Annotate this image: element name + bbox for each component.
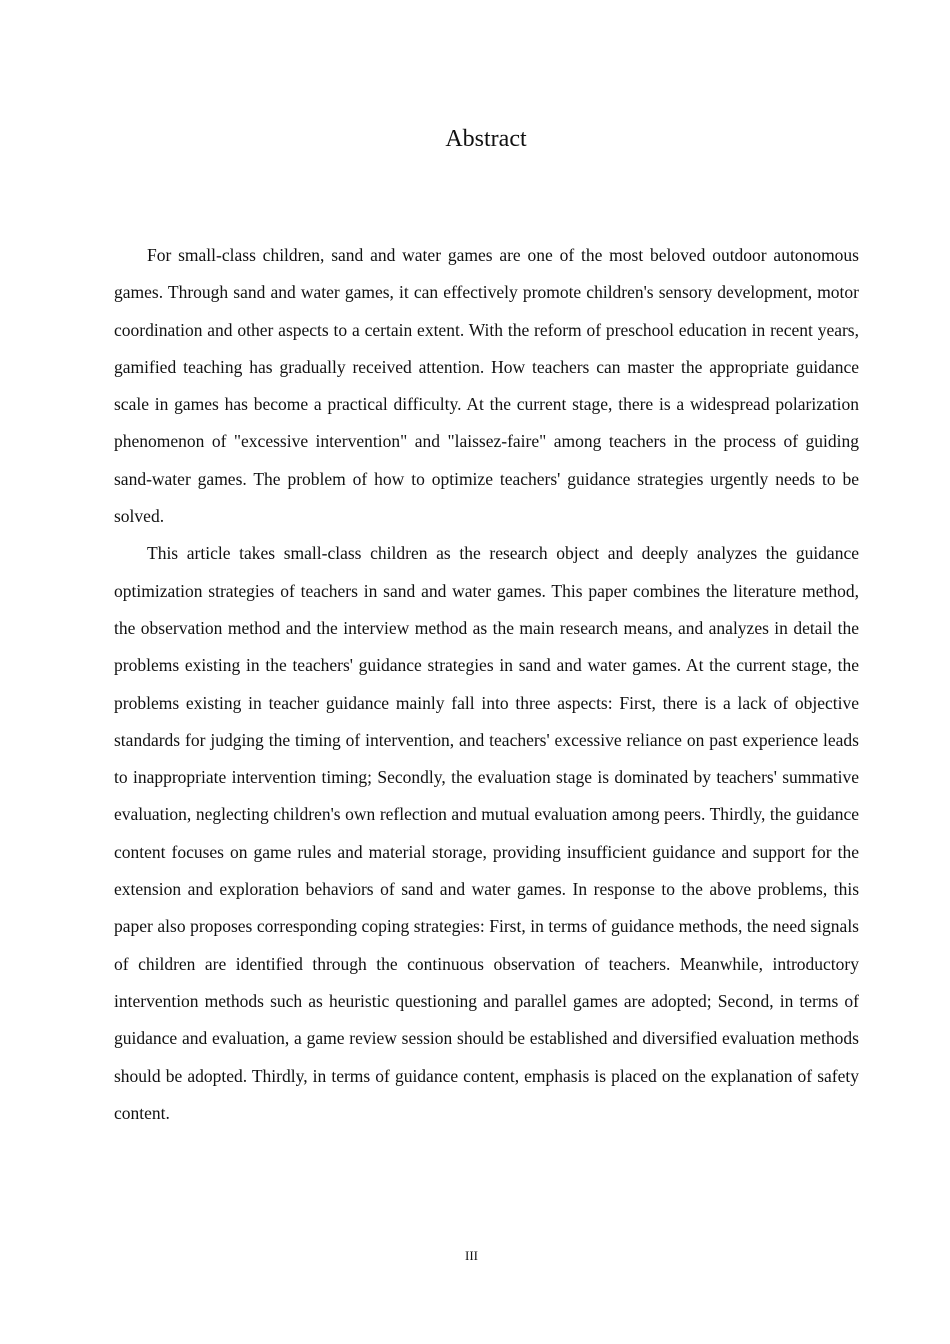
page-number: III <box>465 1248 478 1263</box>
abstract-body <box>114 237 859 1132</box>
page-title: Abstract <box>445 126 527 152</box>
abstract-paragraph-2: This article takes small-class children as the research object and deeply analyzes the guidance optimization strategies of teachers in sand and water games. This paper combines the literature method, the observation method and the interview method as the main research means, and analyzes in detail the problems existing in the teachers' guidance strategies in sand and water games. At the current stage, the problems existing in teacher guidance mainly fall into three aspects: First, there is a lack of objective standards for judging the timing of intervention, and teachers' excessive reliance on past experience leads to inappropriate intervention timing; Secondly, the evaluation stage is dominated by teachers' summative evaluation, neglecting children's own reflection and mutual evaluation among peers. Thirdly, the guidance content focuses on game rules and material storage, providing insufficient guidance and support for the extension and exploration behaviors of sand and water games. In response to the above problems, this paper also proposes corresponding coping strategies: First, in terms of guidance methods, the need signals of children are identified through the continuous observation of teachers. Meanwhile, introductory intervention methods such as heuristic questioning and parallel games are adopted; Second, in terms of guidance and evaluation, a game review session should be established and diversified evaluation methods should be adopted. Thirdly, in terms of guidance content, emphasis is placed on the explanation of safety content. <box>114 543 859 1123</box>
abstract-paragraph-1: For small-class children, sand and water games are one of the most beloved outdoor autonomous games. Through sand and water games, it can effectively promote children's sensory development, motor coordination and other aspects to a certain extent. With the reform of preschool education in recent years, gamified teaching has gradually received attention. How teachers can master the appropriate guidance scale in games has become a practical difficulty. At the current stage, there is a widespread polarization phenomenon of "excessive intervention" and "laissez-faire" among teachers in the process of guiding sand-water games. The problem of how to optimize teachers' guidance strategies urgently needs to be solved. <box>114 245 859 527</box>
